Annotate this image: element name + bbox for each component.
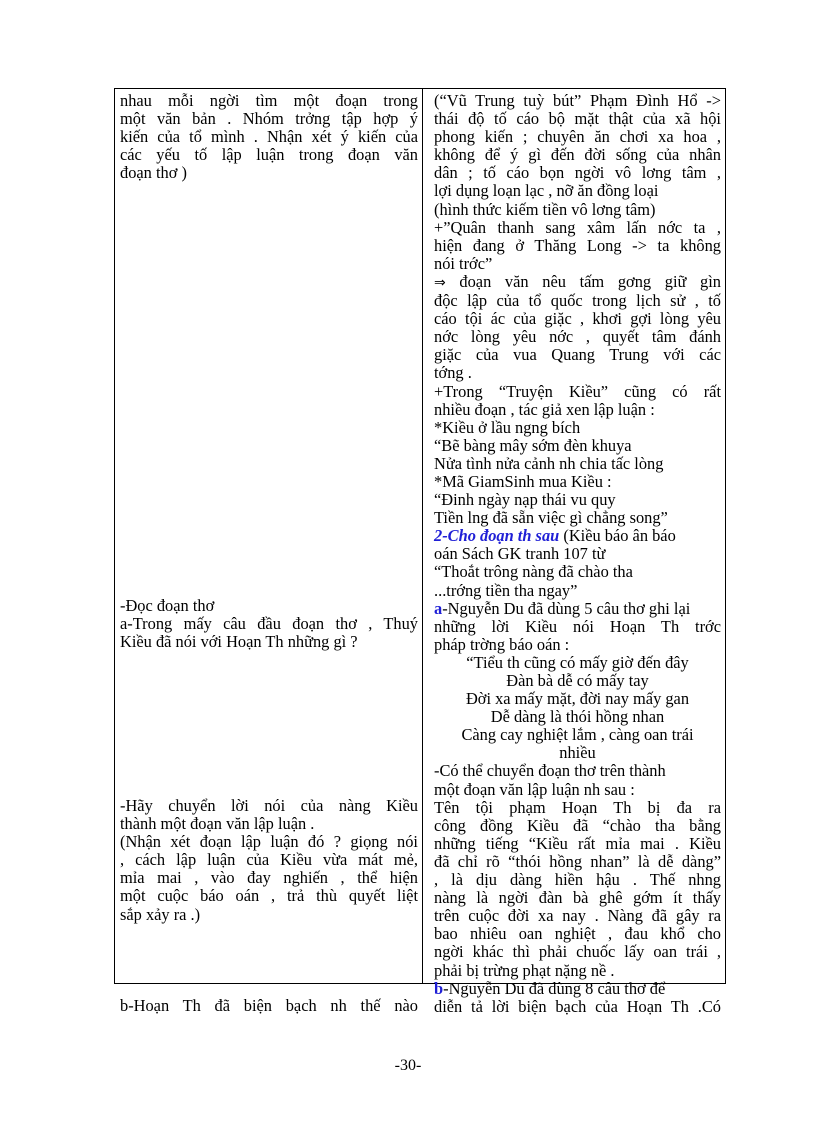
text-line: đoạn thơ ) (120, 163, 187, 183)
poem-line: Càng cay nghiệt lắm , càng oan trái (461, 725, 694, 745)
text-line: nói trớc” (434, 253, 493, 273)
lesson-table (114, 88, 726, 1016)
poem-line: Đời xa mấy mặt, đời nay mấy gan (465, 689, 690, 709)
answer-label-b: b (434, 978, 444, 998)
text-line: *Kiều ở lầu ngng bích (434, 417, 581, 437)
text-line: , cách lập luận của Kiều vừa mát mẻ, (120, 850, 418, 870)
text-line: cáo tội ác của giặc , khơi gợi lòng yêu (434, 309, 721, 329)
section-heading (434, 527, 721, 545)
poem-line: “Tiểu th cũng có mấy giờ đến đây (466, 652, 689, 672)
text-line: Kiều đã nói với Hoạn Th những gì ? (120, 632, 358, 652)
text-line: độc lập của tổ quốc trong lịch sử , tố (434, 291, 721, 311)
text-line: a-Trong mấy câu đầu đoạn thơ , Thuý (120, 614, 418, 634)
text-line (434, 980, 721, 998)
text-line: ...trớng tiền tha ngay” (434, 580, 578, 600)
text-line: các yếu tố lập luận trong đoạn văn (120, 145, 418, 165)
text-span: -Nguyễn Du đã dùng 5 câu thơ ghi lại (442, 598, 691, 618)
left-column (115, 89, 423, 1015)
left-question-b (120, 997, 418, 1015)
text-line: -Hãy chuyển lời nói của nàng Kiều (120, 796, 418, 815)
right-column (423, 89, 725, 1016)
text-line: (Nhận xét đoạn lập luận đó ? giọng nói (120, 832, 418, 852)
right-paragraph-1 (434, 92, 721, 273)
text-line: Tiền lng đã sẵn việc gì chẳng song” (434, 508, 668, 528)
text-line: nàng là ngời đàn bà ghê gớm ít thấy (434, 888, 721, 908)
text-line: sắp xảy ra .) (120, 904, 201, 924)
text-line: dân ; tố cáo bọn ngời vô lơng tâm , (434, 163, 721, 183)
text-line: một văn bản . Nhóm trởng tập hợp ý (120, 109, 418, 129)
text-line: lợi dụng loạn lạc , nỡ ăn đồng loại (434, 181, 659, 201)
text-line: một cuộc báo oán , trả thù quyết liệt (120, 886, 418, 906)
left-intro (120, 92, 418, 182)
text-line: không để ý gì đến đời sống của nhân (434, 145, 721, 165)
text-line: mỉa mai , vào đay nghiến , thể hiện (120, 868, 418, 888)
text-line: -Đọc đoạn thơ (120, 596, 215, 615)
text-span: (Kiều báo ân báo (559, 526, 676, 546)
text-line: những lời Kiều nói Hoạn Th trớc (434, 616, 721, 636)
text-line: công đồng Kiều đã “chào tha bằng (434, 815, 721, 835)
text-line: kiến của tổ mình . Nhận xét ý kiến của (120, 127, 418, 147)
text-line: “Bẽ bàng mây sớm đèn khuya (434, 435, 632, 455)
text-line: , là dịu dàng hiền hậu . Thế nhng (434, 870, 721, 890)
text-line: hiện đang ở Thăng Long -> ta không (434, 235, 721, 255)
text-line: thành một đoạn văn lập luận . (120, 814, 315, 834)
text-line: “Thoắt trông nàng đã chào tha (434, 562, 633, 582)
right-answer-a (434, 600, 721, 654)
text-line: (“Vũ Trung tuỳ bút” Phạm Đình Hổ -> (434, 91, 721, 110)
left-read-poem (120, 597, 418, 651)
text-line: đã chỉ rõ “thói hồng nhan” là dễ dàng” (434, 851, 721, 871)
text-line: trên cuộc đời xa nay . Nàng đã gây ra (434, 906, 721, 926)
implies-arrow-icon: ⇒ (434, 274, 446, 291)
text-line: +”Quân thanh sang xâm lấn nớc ta , (434, 217, 721, 237)
text-line: -Có thể chuyển đoạn thơ trên thành (434, 761, 666, 781)
text-line: Tên tội phạm Hoạn Th bị đa ra (434, 797, 721, 817)
left-convert-task (120, 797, 418, 924)
poem-line: Đàn bà dễ có mấy tay (506, 671, 649, 690)
text-line: oán Sách GK tranh 107 từ (434, 544, 606, 564)
text-line (434, 273, 721, 292)
text-span: -Nguyễn Du đã dùng 8 câu thơ để (443, 978, 666, 998)
poem-quote (434, 654, 721, 763)
text-line: phải bị trừng phạt nặng nề . (434, 960, 615, 980)
text-line: tớng . (434, 363, 472, 383)
answer-label-a: a (434, 598, 443, 618)
text-line: b-Hoạn Th đã biện bạch nh thế nào (120, 996, 418, 1015)
page-number: -30- (394, 1057, 422, 1074)
text-line: ngời khác thì phải chuốc lấy oan trái , (434, 942, 721, 962)
text-line: giặc của vua Quang Trung với các (434, 345, 721, 365)
text-line: (hình thức kiếm tiền vô lơng tâm) (434, 199, 656, 219)
text-line: diễn tả lời biện bạch của Hoạn Th .Có (434, 996, 721, 1016)
text-line: một đoạn văn lập luận nh sau : (434, 779, 635, 799)
right-answer-b (434, 980, 721, 1016)
right-paragraph-5 (434, 762, 721, 979)
text-line: nớc lòng yêu nớc , quyết tâm đánh (434, 327, 721, 347)
text-line: “Đinh ngày nạp thái vu quy (434, 490, 616, 510)
poem-line: Dễ dàng là thói hồng nhan (490, 707, 665, 727)
text-line (434, 600, 721, 618)
text-line: pháp trờng báo oán : (434, 634, 570, 654)
text-span: đoạn văn nêu tấm gơng giữ gìn (459, 271, 721, 291)
text-line: thái độ tố cáo bộ mặt thật của xã hội (434, 109, 721, 129)
text-line: Nửa tình nửa cảnh nh chia tấc lòng (434, 453, 664, 473)
poem-line: nhiều (559, 743, 596, 763)
text-line: bao nhiêu oan nghiệt , đau khổ cho (434, 924, 721, 944)
heading-label: 2-Cho đoạn th sau (434, 526, 560, 546)
right-section-2 (434, 527, 721, 599)
text-line: nhau mỗi ngời tìm một đoạn trong (120, 91, 418, 110)
text-line: +Trong “Truyện Kiều” cũng có rất (434, 381, 721, 401)
right-paragraph-2 (434, 273, 721, 383)
text-line: *Mã GiamSinh mua Kiều : (434, 471, 612, 491)
text-line: phong kiến ; chuyên ăn chơi xa hoa , (434, 127, 721, 147)
text-line: những tiếng “Kiều rất mỉa mai . Kiều (434, 833, 721, 853)
text-line: nhiều đoạn , tác giả xen lập luận : (434, 399, 655, 419)
right-paragraph-3 (434, 383, 721, 528)
